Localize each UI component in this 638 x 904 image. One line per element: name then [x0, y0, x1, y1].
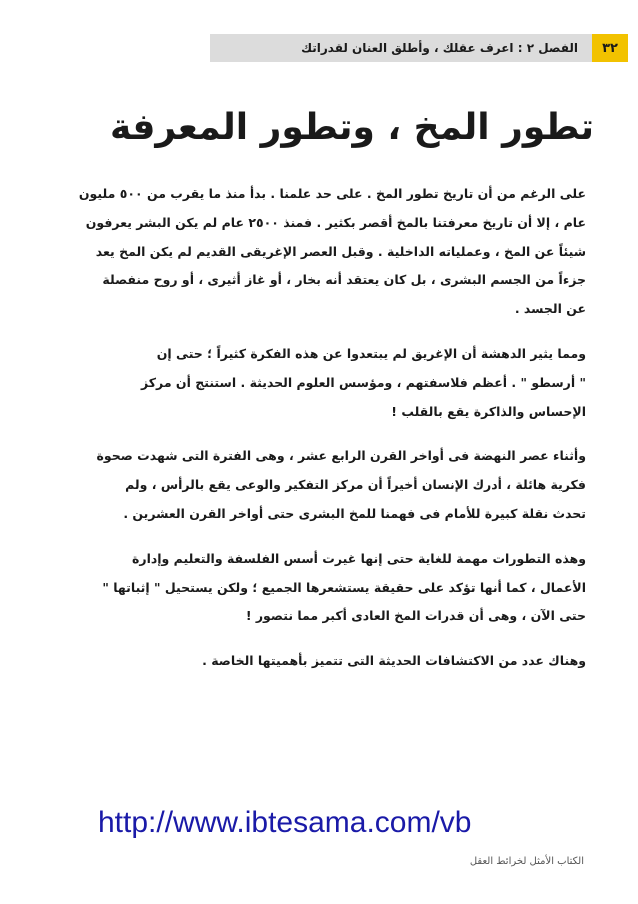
text-line: وهناك عدد من الاكتشافات الحديثة التى تتميز بأهميتها الخاصة .	[202, 653, 586, 669]
watermark-url-link[interactable]: http://www.ibtesama.com/vb	[98, 806, 472, 839]
paragraph	[52, 545, 586, 631]
text-line: جزءاً من الجسم البشرى ، بل كان يعتقد أنه بخار ، أو غاز أثيرى ، أو روح منفصلة	[102, 272, 586, 288]
body-text	[52, 180, 586, 692]
paragraph	[52, 442, 586, 528]
chapter-title: تطور المخ ، وتطور المعرفة	[110, 107, 594, 148]
running-title: الفصل ٢ : اعرف عقلك ، وأطلق العنان لقدراتك	[301, 41, 578, 55]
text-line: شيئاً عن المخ ، وعملياته الداخلية . وقبل العصر الإغريقى القديم لم يكن المخ يعد	[95, 243, 586, 259]
text-line: تحدث نقلة كبيرة للأمام فى فهمنا للمخ البشرى حتى أواخر القرن العشرين .	[123, 505, 586, 521]
page-number: ٣٢	[592, 34, 628, 62]
text-line: عام ، إلا أن تاريخ معرفتنا بالمخ أقصر بكثير . فمنذ ٢٥٠٠ عام لم يكن البشر يعرفون	[85, 214, 586, 230]
text-line: عن الجسد .	[514, 301, 586, 317]
footer-book-title: الكتاب الأمثل لخرائط العقل	[469, 856, 584, 867]
text-line: على الرغم من أن تاريخ تطور المخ . على حد علمنا . بدأ منذ ما يقرب من ٥٠٠ مليون	[78, 186, 586, 201]
text-line: " أرسطو " . أعظم فلاسفتهم ، ومؤسس العلوم الحديثة . استنتج أن مركز	[141, 374, 586, 390]
paragraph	[52, 180, 586, 324]
running-header	[210, 34, 628, 62]
text-line: حتى الآن ، وهى أن قدرات المخ العادى أكبر مما نتصور !	[245, 608, 586, 624]
paragraph	[52, 647, 586, 676]
text-line: فكرية هائلة ، أدرك الإنسان أخيراً أن مركز التفكير والوعى يقع بالرأس ، ولم	[125, 477, 586, 493]
text-line: الأعمال ، كما أنها تؤكد على حقيقة يستشعرها الجميع ؛ ولكن يستحيل " إثباتها "	[102, 579, 586, 595]
text-line: ومما يثير الدهشة أن الإغريق لم يبتعدوا عن هذه الفكرة كثيراً ؛ حتى إن	[156, 345, 586, 361]
text-line: الإحساس والذاكرة يقع بالقلب !	[391, 403, 586, 419]
paragraph	[52, 340, 586, 426]
text-line: وأثناء عصر النهضة فى أواخر القرن الرابع عشر ، وهى الفترة التى شهدت صحوة	[96, 448, 586, 464]
text-line: وهذه التطورات مهمة للغاية حتى إنها غيرت أسس الفلسفة والتعليم وإدارة	[132, 550, 586, 566]
